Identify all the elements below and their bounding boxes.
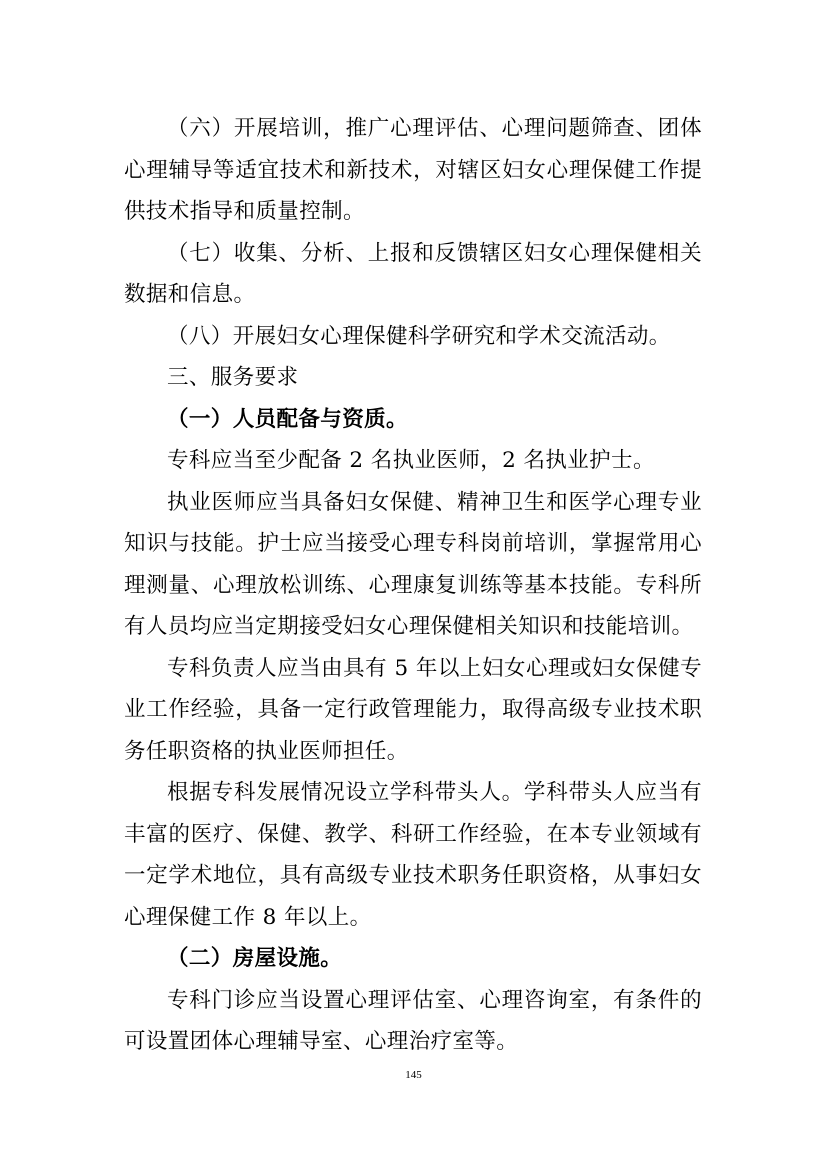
paragraph-physician-requirements: 执业医师应当具备妇女保健、精神卫生和医学心理专业知识与技能。护士应当接受心理专科岗前培训，掌握常用心理测量、心理放松训练、心理康复训练等基本技能。专科所有人员均应当定期接受妇女心理保健相关知识和技能培训。: [124, 489, 702, 639]
subheading-staffing: （一）人员配备与资质。: [167, 406, 408, 432]
paragraph-item-8: （八）开展妇女心理保健科学研究和学术交流活动。: [167, 323, 671, 349]
paragraph-item-7: （七）收集、分析、上报和反馈辖区妇女心理保健相关数据和信息。: [124, 240, 702, 307]
paragraph-item-6: （六）开展培训，推广心理评估、心理问题筛查、团体心理辅导等适宜技术和新技术，对辖区妇女心理保健工作提供技术指导和质量控制。: [124, 116, 702, 224]
section-heading-service-requirements: 三、服务要求: [167, 365, 299, 390]
paragraph-discipline-leader: 根据专科发展情况设立学科带头人。学科带头人应当有丰富的医疗、保健、教学、科研工作经验，在本专业领域有一定学术地位，具有高级专业技术职务任职资格，从事妇女心理保健工作 8 年以上。: [124, 780, 702, 930]
page-number: 145: [405, 1069, 422, 1081]
paragraph-staff-count: 专科应当至少配备 2 名执业医师，2 名执业护士。: [167, 448, 655, 473]
subheading-facilities: （二）房屋设施。: [167, 946, 343, 971]
paragraph-department-head: 专科负责人应当由具有 5 年以上妇女心理或妇女保健专业工作经验，具备一定行政管理能力，取得高级专业技术职务任职资格的执业医师担任。: [124, 655, 702, 764]
document-body: [124, 108, 702, 1063]
paragraph-facilities: 专科门诊应当设置心理评估室、心理咨询室，有条件的可设置团体心理辅导室、心理治疗室等。: [124, 987, 702, 1054]
